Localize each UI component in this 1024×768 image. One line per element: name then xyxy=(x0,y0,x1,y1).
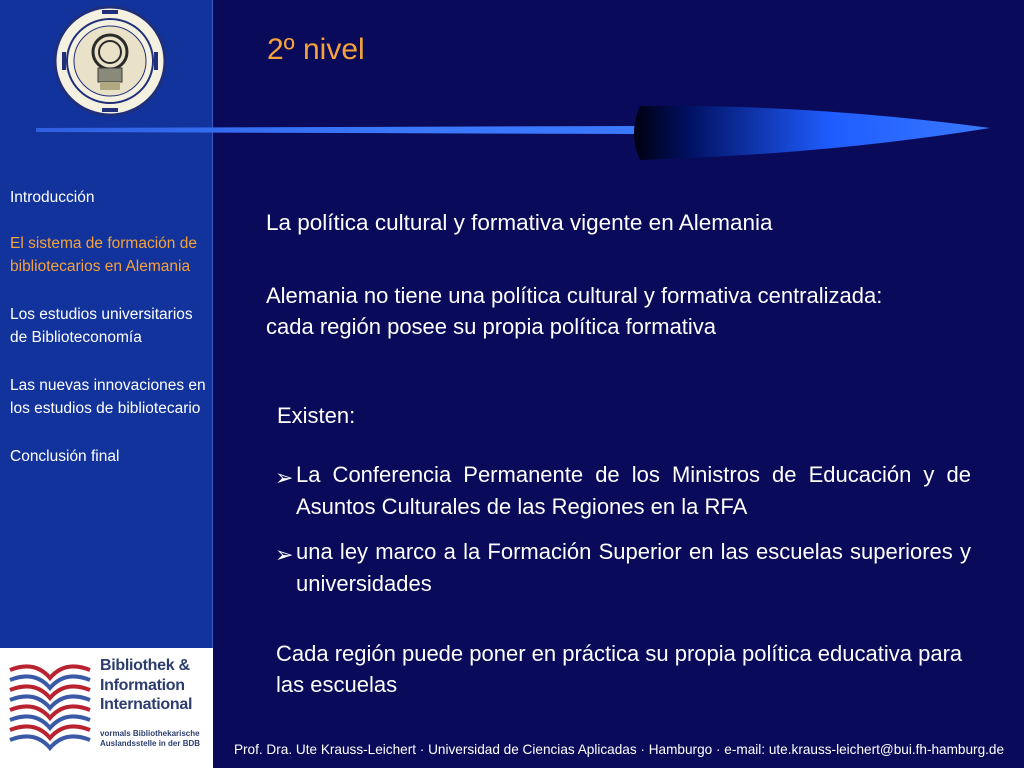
sidebar-item-estudios-universitarios[interactable]: Los estudios universitarios de Biblioteconomía xyxy=(10,305,193,346)
slide-title: 2º nivel xyxy=(267,33,365,66)
bullet-item xyxy=(275,536,971,600)
bdb-logo-subtitle: vormals Bibliothekarische Auslandsstelle in der BDB xyxy=(100,728,201,748)
bullet-text: una ley marco a la Formación Superior en las escuelas superiores y universidades xyxy=(296,539,971,596)
arrow-bullet-icon: ➢ xyxy=(275,542,294,567)
existen-label: Existen: xyxy=(277,403,356,428)
closing-paragraph: Cada región puede poner en práctica su propia política educativa para las escuelas xyxy=(276,641,963,697)
sidebar-item-sistema-formacion[interactable]: El sistema de formación de bibliotecarios en Alemania xyxy=(10,234,197,275)
bdb-logo-line1: Bibliothek & xyxy=(100,657,190,674)
decorative-title-bar xyxy=(30,98,994,168)
intro-paragraph: Alemania no tiene una política cultural y formativa centralizada: cada región posee su propia política formativa xyxy=(266,283,883,339)
sidebar-item-conclusion[interactable]: Conclusión final xyxy=(10,447,120,465)
bdb-logo-line3: International xyxy=(100,696,193,713)
arrow-bullet-icon: ➢ xyxy=(275,465,294,490)
bullet-text: La Conferencia Permanente de los Ministros de Educación y de Asuntos Culturales de las Regiones en la RFA xyxy=(296,462,971,519)
slide-heading: La política cultural y formativa vigente en Alemania xyxy=(266,210,773,235)
bdb-logo-line2: Information xyxy=(100,676,185,694)
bdb-logo-text xyxy=(100,656,212,749)
book-stripes-icon xyxy=(0,648,100,768)
footer-credits: Prof. Dra. Ute Krauss-Leichert · Universidad de Ciencias Aplicadas · Hamburgo · e-mail: ute.krauss-leichert@bui.fh-hamburg.de xyxy=(233,742,1005,757)
sidebar-item-nuevas-innovaciones[interactable]: Las nuevas innovaciones en los estudios de bibliotecario xyxy=(10,376,206,417)
bullet-item xyxy=(275,459,971,523)
sidebar-item-introduccion[interactable]: Introducción xyxy=(10,189,95,206)
bdb-logo xyxy=(0,648,213,768)
sidebar-nav xyxy=(10,186,208,492)
